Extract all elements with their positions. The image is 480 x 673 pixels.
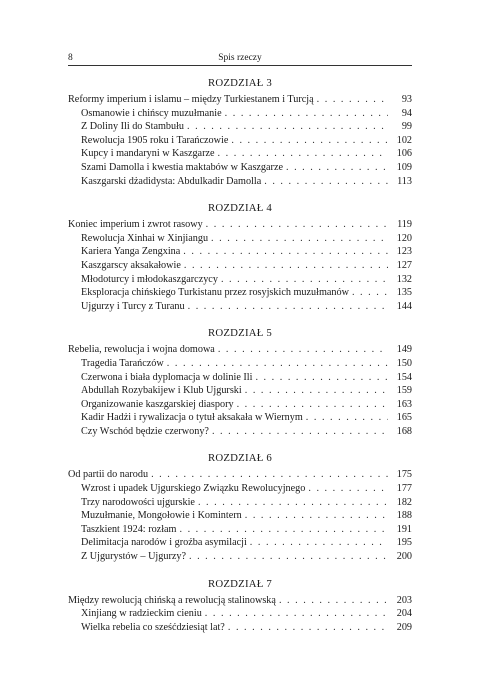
entry-page-number: 168 xyxy=(396,425,412,437)
entry-page-number: 144 xyxy=(396,300,412,312)
page-number: 8 xyxy=(68,53,73,63)
entry-title: Organizowanie kaszgarskiej diaspory xyxy=(81,398,234,410)
toc-subentry[interactable] xyxy=(68,398,412,412)
chapter-section xyxy=(68,326,412,438)
toc-subentry[interactable] xyxy=(68,175,412,189)
dot-leader xyxy=(279,594,388,608)
chapter-heading: ROZDZIAŁ 5 xyxy=(207,327,273,340)
toc-entry[interactable] xyxy=(68,218,412,232)
entry-title: Tragedia Tarańczów xyxy=(81,357,164,369)
dot-leader xyxy=(187,120,388,134)
entry-title: Eksploracja chińskiego Turkistanu przez rosyjskich muzułmanów xyxy=(81,287,349,299)
toc-subentry[interactable] xyxy=(68,273,412,287)
toc-subentry[interactable] xyxy=(68,107,412,121)
entry-page-number: 123 xyxy=(396,246,412,258)
entry-page-number: 175 xyxy=(396,469,412,481)
dot-leader xyxy=(306,411,388,425)
entry-page-number: 154 xyxy=(396,371,412,383)
toc-subentry[interactable] xyxy=(68,245,412,259)
entry-title: Delimitacja narodów i groźba asymilacji xyxy=(81,537,247,549)
entry-title: Taszkient 1924: rozłam xyxy=(81,523,177,535)
toc-subentry[interactable] xyxy=(68,232,412,246)
toc-subentry[interactable] xyxy=(68,425,412,439)
dot-leader xyxy=(228,621,388,635)
entry-page-number: 119 xyxy=(397,219,412,231)
toc-subentry[interactable] xyxy=(68,384,412,398)
entry-page-number: 182 xyxy=(396,496,412,508)
dot-leader xyxy=(225,107,388,121)
entry-title: Szami Damolla i kwestia maktabów w Kaszgarze xyxy=(81,161,283,173)
entry-page-number: 149 xyxy=(396,344,412,356)
entry-page-number: 106 xyxy=(396,148,412,160)
entry-title: Ujgurzy i Turcy z Turanu xyxy=(81,300,185,312)
entry-title: Muzułmanie, Mongołowie i Komintern xyxy=(81,510,242,522)
toc-subentry[interactable] xyxy=(68,259,412,273)
entry-page-number: 99 xyxy=(401,121,412,133)
entry-page-number: 191 xyxy=(396,523,412,535)
dot-leader xyxy=(189,550,388,564)
entry-title: Abdullah Rozybakijew i Klub Ujgurski xyxy=(81,385,242,397)
toc-entry[interactable] xyxy=(68,468,412,482)
entry-page-number: 109 xyxy=(396,161,412,173)
dot-leader xyxy=(179,523,388,537)
dot-leader xyxy=(198,496,388,510)
dot-leader xyxy=(212,425,388,439)
dot-leader xyxy=(352,286,388,300)
entry-title: Rebelia, rewolucja i wojna domowa xyxy=(68,344,215,356)
entry-title: Między rewolucją chińską a rewolucją stalinowską xyxy=(68,594,276,606)
toc-subentry[interactable] xyxy=(68,147,412,161)
toc-entry[interactable] xyxy=(68,93,412,107)
toc-subentry[interactable] xyxy=(68,550,412,564)
entry-page-number: 113 xyxy=(397,175,412,187)
entry-title: Trzy narodowości ujgurskie xyxy=(81,496,195,508)
entry-page-number: 177 xyxy=(396,483,412,495)
dot-leader xyxy=(245,384,388,398)
entry-title: Xinjiang w radzieckim cieniu xyxy=(81,608,202,620)
toc-subentry[interactable] xyxy=(68,134,412,148)
entry-title: Od partii do narodu xyxy=(68,469,149,481)
entry-title: Osmanowie i chińscy muzułmanie xyxy=(81,107,222,119)
chapter-heading: ROZDZIAŁ 7 xyxy=(207,577,273,590)
toc-subentry[interactable] xyxy=(68,496,412,510)
toc-subentry[interactable] xyxy=(68,357,412,371)
entry-page-number: 203 xyxy=(396,594,412,606)
entry-page-number: 163 xyxy=(396,398,412,410)
entry-page-number: 120 xyxy=(396,232,412,244)
entry-page-number: 195 xyxy=(396,537,412,549)
running-header xyxy=(68,51,412,66)
entry-title: Kariera Yanga Zengxina xyxy=(81,246,181,258)
dot-leader xyxy=(206,218,388,232)
toc-subentry[interactable] xyxy=(68,286,412,300)
dot-leader xyxy=(264,175,388,189)
entry-title: Reformy imperium i islamu – między Turkiestanem i Turcją xyxy=(68,94,314,105)
entry-page-number: 102 xyxy=(396,134,412,146)
entry-title: Z Ujgurystów – Ujgurzy? xyxy=(81,551,186,563)
entry-page-number: 159 xyxy=(396,385,412,397)
toc-entry[interactable] xyxy=(68,594,412,608)
toc-subentry[interactable] xyxy=(68,536,412,550)
toc-subentry[interactable] xyxy=(68,607,412,621)
running-title: Spis rzeczy xyxy=(218,53,262,63)
toc-subentry[interactable] xyxy=(68,120,412,134)
entry-title: Kaszgarski dżadidysta: Abdulkadir Damolla xyxy=(81,175,262,187)
dot-leader xyxy=(221,273,388,287)
entry-title: Rewolucja 1905 roku i Tarańczowie xyxy=(81,134,229,146)
toc-subentry[interactable] xyxy=(68,411,412,425)
dot-leader xyxy=(205,607,388,621)
chapter-section xyxy=(68,451,412,563)
dot-leader xyxy=(308,482,388,496)
entry-page-number: 204 xyxy=(396,608,412,620)
dot-leader xyxy=(211,232,388,246)
toc-subentry[interactable] xyxy=(68,509,412,523)
entry-title: Czerwona i biała dyplomacja w dolinie Ili xyxy=(81,371,253,383)
dot-leader xyxy=(286,161,388,175)
dot-leader xyxy=(151,468,388,482)
entry-title: Kupcy i mandaryni w Kaszgarze xyxy=(81,148,215,160)
entry-title: Koniec imperium i zwrot rasowy xyxy=(68,219,203,231)
chapter-heading: ROZDZIAŁ 3 xyxy=(207,77,273,89)
dot-leader xyxy=(317,93,388,107)
dot-leader xyxy=(218,343,388,357)
dot-leader xyxy=(255,371,388,385)
dot-leader xyxy=(184,259,388,273)
entry-page-number: 132 xyxy=(396,273,412,285)
dot-leader xyxy=(183,245,388,259)
entry-page-number: 135 xyxy=(396,287,412,299)
chapter-heading: ROZDZIAŁ 4 xyxy=(207,202,273,215)
entry-page-number: 209 xyxy=(396,621,412,633)
toc-subentry[interactable] xyxy=(68,621,412,635)
dot-leader xyxy=(250,536,388,550)
entry-title: Wzrost i upadek Ujgurskiego Związku Rewolucyjnego xyxy=(81,483,306,495)
entry-page-number: 127 xyxy=(396,259,412,271)
dot-leader xyxy=(218,147,388,161)
entry-title: Z Doliny Ili do Stambułu xyxy=(81,121,185,133)
entry-page-number: 150 xyxy=(396,357,412,369)
dot-leader xyxy=(237,398,388,412)
dot-leader xyxy=(245,509,388,523)
toc-subentry[interactable] xyxy=(68,482,412,496)
entry-title: Czy Wschód będzie czerwony? xyxy=(81,425,209,437)
entry-title: Kadir Hadżi i rywalizacja o tytuł aksakała w Wiernym xyxy=(81,412,303,424)
toc-subentry[interactable] xyxy=(68,371,412,385)
table-of-contents xyxy=(68,76,412,647)
chapter-heading: ROZDZIAŁ 6 xyxy=(207,452,273,465)
toc-subentry[interactable] xyxy=(68,300,412,314)
entry-title: Wielka rebelia co sześćdziesiąt lat? xyxy=(81,621,225,633)
chapter-section xyxy=(68,577,412,635)
entry-title: Kaszgarscy aksakałowie xyxy=(81,259,181,271)
toc-subentry[interactable] xyxy=(68,161,412,175)
entry-page-number: 188 xyxy=(396,510,412,522)
dot-leader xyxy=(231,134,388,148)
chapter-section xyxy=(68,201,412,313)
entry-title: Młodoturcy i młodokaszgarczycy xyxy=(81,273,218,285)
entry-page-number: 165 xyxy=(396,412,412,424)
dot-leader xyxy=(188,300,388,314)
entry-page-number: 93 xyxy=(401,94,412,105)
entry-page-number: 200 xyxy=(396,551,412,563)
toc-entry[interactable] xyxy=(68,343,412,357)
chapter-section xyxy=(68,76,412,188)
dot-leader xyxy=(167,357,388,371)
entry-page-number: 94 xyxy=(401,107,412,119)
entry-title: Rewolucja Xinhai w Xinjiangu xyxy=(81,232,209,244)
toc-subentry[interactable] xyxy=(68,523,412,537)
